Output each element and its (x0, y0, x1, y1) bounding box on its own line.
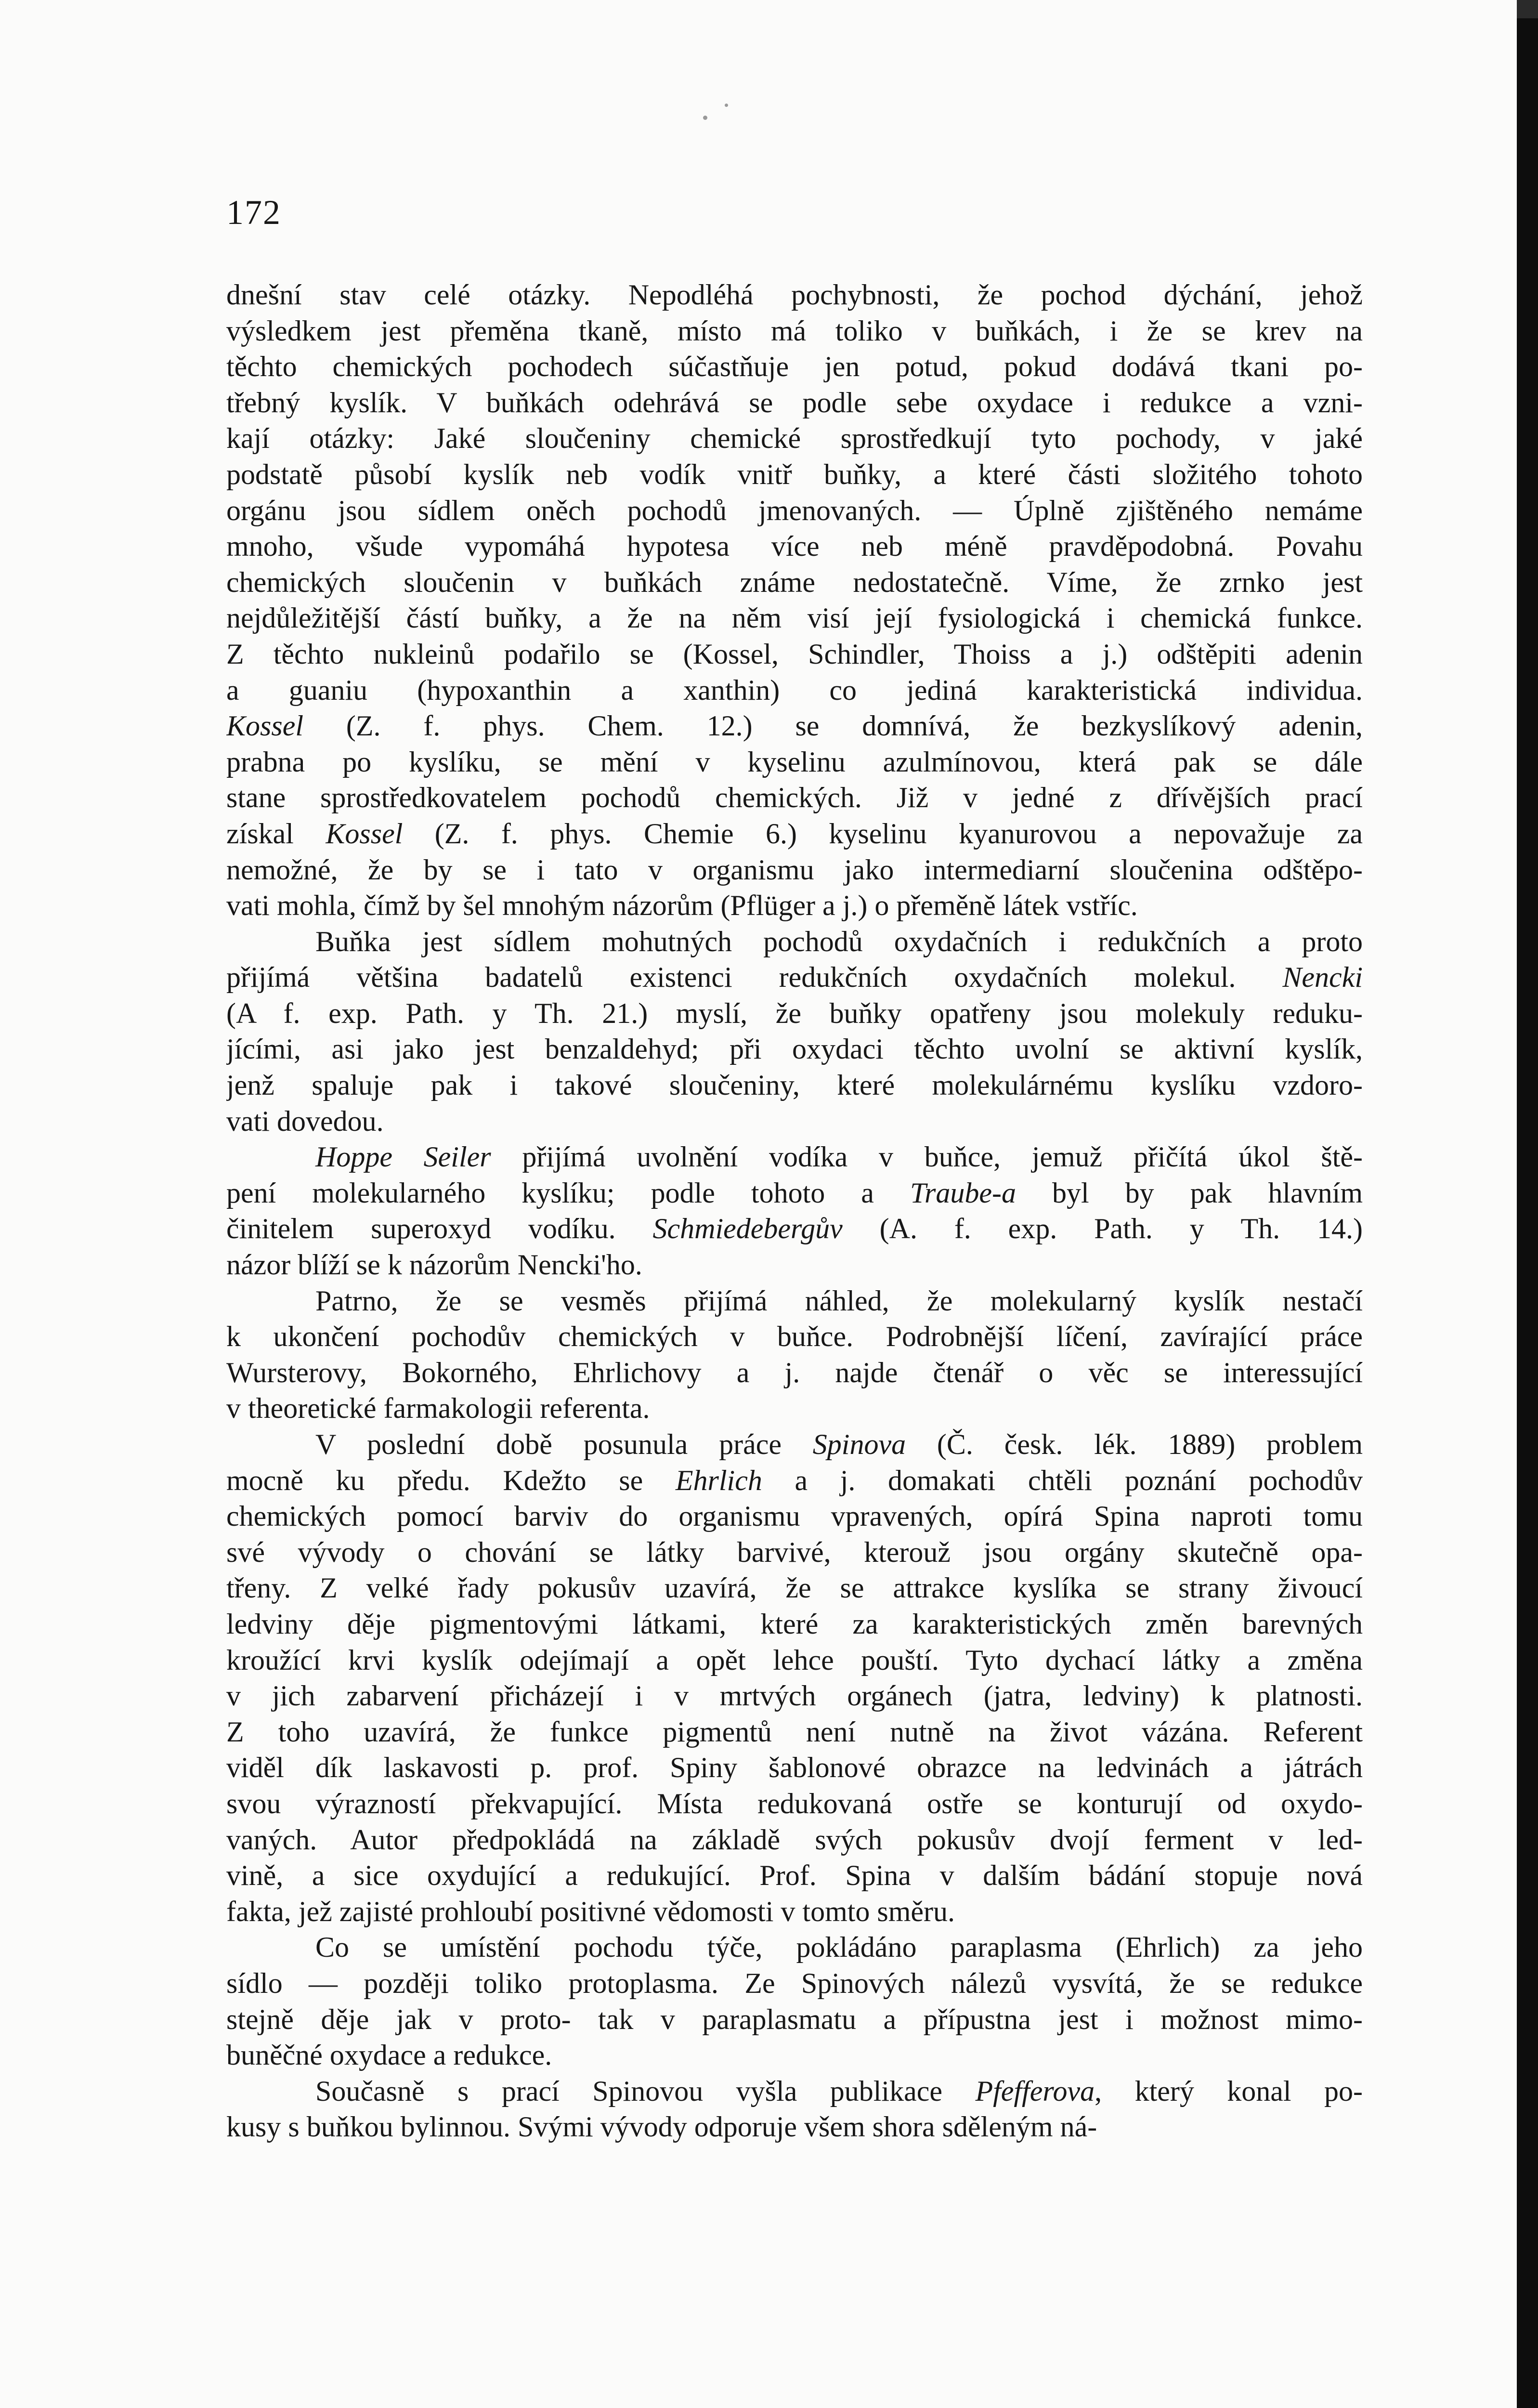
text-line: podstatě působí kyslík neb vodík vnitř buňky, a které části složitého tohoto (226, 458, 1363, 490)
italic-name: Kossel (226, 710, 304, 742)
text-line: Současně s prací Spinovou vyšla publikace Pfefferova, který konal po- (315, 2075, 1363, 2107)
italic-name: Ehrlich (675, 1464, 762, 1496)
text-line: prabna po kyslíku, se mění v kyselinu azulmínovou, která pak se dále (226, 746, 1363, 778)
text-line: výsledkem jest přeměna tkaně, místo má toliko v buňkách, i že se krev na (226, 314, 1363, 347)
italic-name: Schmiedebergův (652, 1213, 843, 1245)
text-line: vaných. Autor předpokládá na základě svých pokusův dvojí ferment v led- (226, 1823, 1363, 1856)
text-line: buněčné oxydace a redukce. (226, 2039, 552, 2071)
text-line: fakta, jež zajisté prohloubí positivné vědomosti v tomto směru. (226, 1895, 955, 1927)
text-line: chemických sloučenin v buňkách známe nedostatečně. Víme, že zrnko jest (226, 566, 1363, 598)
page-body-text (226, 277, 1363, 2145)
text-line: nemožné, že by se i tato v organismu jako intermediarní sloučenina odštěpo- (226, 853, 1363, 886)
italic-name: Hoppe Seiler (315, 1141, 491, 1173)
italic-name: Spinova (812, 1428, 906, 1460)
text-line: v jich zabarvení přicházejí i v mrtvých orgánech (jatra, ledviny) k platnosti. (226, 1680, 1363, 1712)
text-line: nejdůležitější částí buňky, a že na něm visí její fysiologická i chemická funkce. (226, 602, 1363, 634)
text-line: třeny. Z velké řady pokusův uzavírá, že se attrakce kyslíka se strany živoucí (226, 1572, 1363, 1604)
text-line: a guaniu (hypoxanthin a xanthin) co jediná karakteristická individua. (226, 674, 1363, 706)
text-line: mocně ku předu. Kdežto se Ehrlich a j. domakati chtěli poznání pochodův (226, 1464, 1363, 1496)
text-line: Wursterovy, Bokorného, Ehrlichovy a j. najde čtenář o věc se interessující (226, 1356, 1363, 1388)
text-line: jícími, asi jako jest benzaldehyd; při oxydaci těchto uvolní se aktivní kyslík, (226, 1033, 1363, 1065)
dust-speck (703, 116, 707, 120)
text-line: chemických pomocí barviv do organismu vpravených, opírá Spina naproti tomu (226, 1500, 1363, 1532)
italic-name: Traube-a (910, 1177, 1016, 1209)
text-line: své vývody o chování se látky barvivé, kterouž jsou orgány skutečně opa- (226, 1536, 1363, 1568)
text-line: získal Kossel (Z. f. phys. Chemie 6.) kyselinu kyanurovou a nepovažuje za (226, 817, 1363, 850)
text-line: viděl dík laskavosti p. prof. Spiny šablonové obrazce na ledvinách a játrách (226, 1752, 1363, 1784)
text-line: kusy s buňkou bylinnou. Svými vývody odporuje všem shora sděleným ná- (226, 2111, 1097, 2143)
scan-dark-edge (1517, 0, 1538, 2408)
text-line: Patrno, že se vesměs přijímá náhled, že molekularný kyslík nestačí (315, 1284, 1363, 1317)
text-line: sídlo — později toliko protoplasma. Ze Spinových nálezů vysvítá, že se redukce (226, 1967, 1363, 1999)
text-line: vati mohla, čímž by šel mnohým názorům (Pflüger a j.) o přeměně látek vstříc. (226, 890, 1138, 922)
text-line: orgánu jsou sídlem oněch pochodů jmenovaných. — Úplně zjištěného nemáme (226, 494, 1363, 526)
text-line: mnoho, všude vypomáhá hypotesa více neb méně pravděpodobná. Povahu (226, 530, 1363, 563)
text-line: těchto chemických pochodech súčastňuje jen potud, pokud dodává tkani po- (226, 351, 1363, 383)
text-line: kroužící krvi kyslík odejímají a opět lehce pouští. Tyto dychací látky a změna (226, 1644, 1363, 1676)
text-line: svou výrazností překvapující. Místa redukovaná ostře se konturují od oxydo- (226, 1787, 1363, 1819)
text-line: názor blíží se k názorům Nencki'ho. (226, 1249, 642, 1281)
text-line: stejně děje jak v proto- tak v paraplasmatu a přípustna jest i možnost mimo- (226, 2003, 1363, 2035)
text-line: činitelem superoxyd vodíku. Schmiedebergův (A. f. exp. Path. y Th. 14.) (226, 1213, 1363, 1245)
italic-name: Nencki (1282, 961, 1363, 994)
text-line: třebný kyslík. V buňkách odehrává se podle sebe oxydace i redukce a vzni- (226, 386, 1363, 419)
dust-speck (725, 104, 728, 107)
text-line: stane sprostředkovatelem pochodů chemických. Již v jedné z dřívějších prací (226, 782, 1363, 814)
text-line: Buňka jest sídlem mohutných pochodů oxydačních i redukčních a proto (315, 925, 1363, 957)
text-line: Hoppe Seiler přijímá uvolnění vodíka v buňce, jemuž přičítá úkol ště- (315, 1141, 1363, 1173)
text-line: vině, a sice oxydující a redukující. Prof. Spina v dalším bádání stopuje nová (226, 1859, 1363, 1892)
text-line: přijímá většina badatelů existenci redukčních oxydačních molekul. Nencki (226, 961, 1363, 994)
text-line: k ukončení pochodův chemických v buňce. Podrobnější líčení, zavírající práce (226, 1321, 1363, 1353)
italic-name: Kossel (326, 817, 403, 850)
text-line: Kossel (Z. f. phys. Chem. 12.) se domnívá, že bezkyslíkový adenin, (226, 710, 1363, 742)
text-line: ledviny děje pigmentovými látkami, které za karakteristických změn barevných (226, 1608, 1363, 1640)
text-line: kají otázky: Jaké sloučeniny chemické sprostředkují tyto pochody, v jaké (226, 422, 1363, 455)
text-line: dnešní stav celé otázky. Nepodléhá pochybnosti, že pochod dýchání, jehož (226, 279, 1363, 311)
text-line: V poslední době posunula práce Spinova (Č. česk. lék. 1889) problem (315, 1428, 1363, 1460)
text-line: (A f. exp. Path. y Th. 21.) myslí, že buňky opatřeny jsou molekuly reduku- (226, 997, 1363, 1029)
text-line: jenž spaluje pak i takové sloučeniny, které molekulárnému kyslíku vzdoro- (226, 1069, 1363, 1101)
page-number: 172 (226, 193, 281, 232)
text-line: v theoretické farmakologii referenta. (226, 1392, 650, 1425)
italic-name: Pfefferova (975, 2075, 1095, 2107)
scan-edge-corner (1517, 0, 1538, 18)
text-line: Co se umístění pochodu týče, pokládáno paraplasma (Ehrlich) za jeho (315, 1931, 1363, 1963)
text-line: pení molekularného kyslíku; podle tohoto a Traube-a byl by pak hlavním (226, 1177, 1363, 1209)
text-line: Z toho uzavírá, že funkce pigmentů není nutně na život vázána. Referent (226, 1715, 1363, 1748)
text-line: Z těchto nukleinů podařilo se (Kossel, Schindler, Thoiss a j.) odštěpiti adenin (226, 638, 1363, 670)
text-line: vati dovedou. (226, 1105, 384, 1137)
